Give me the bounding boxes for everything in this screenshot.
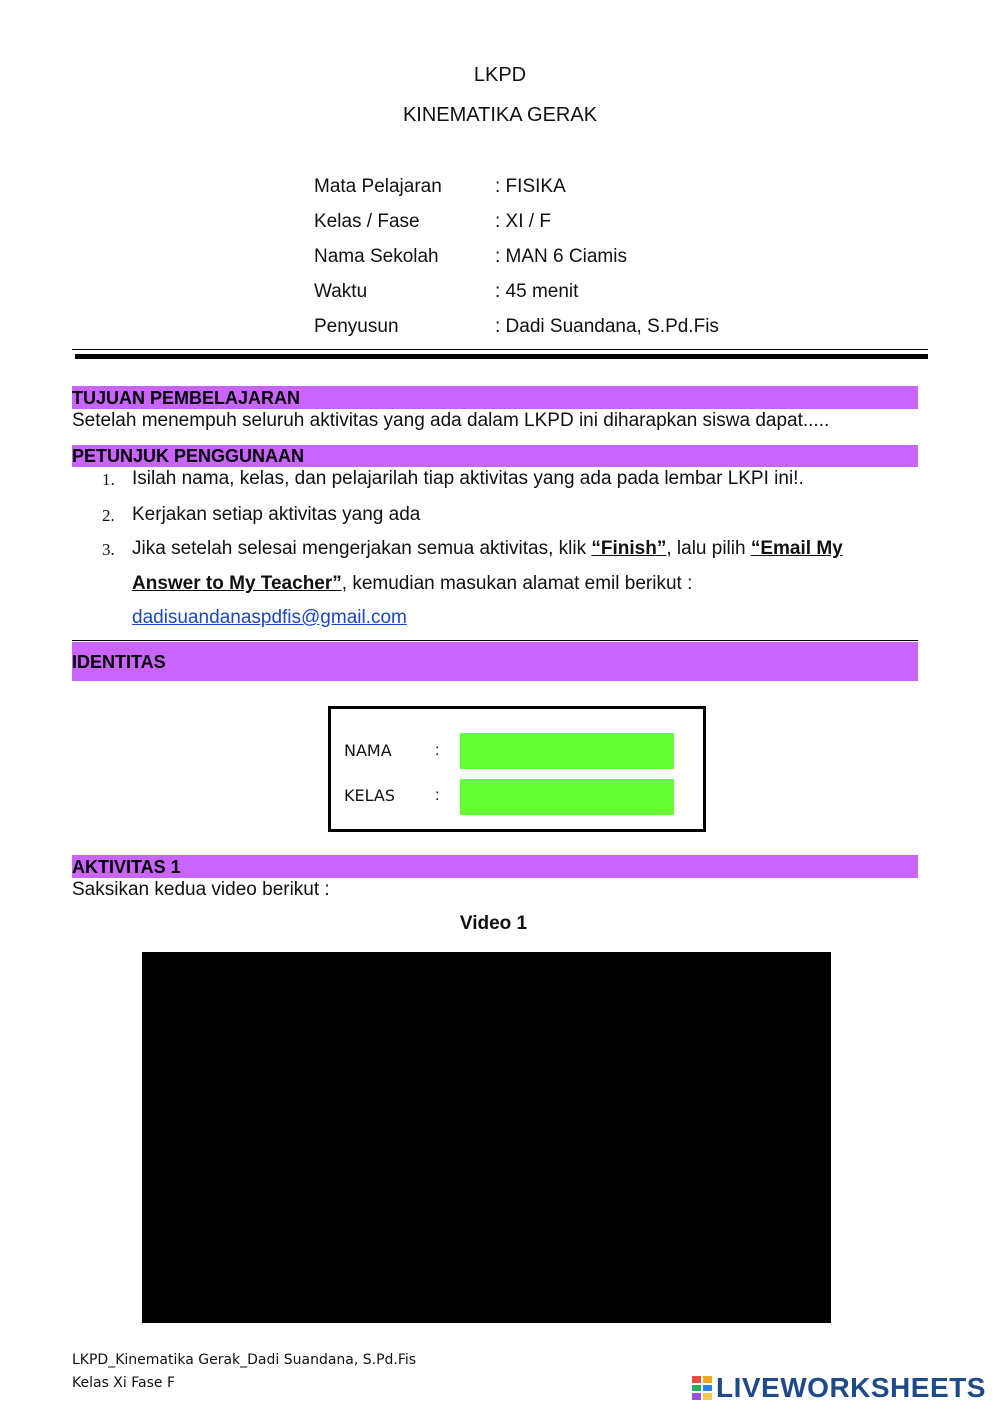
info-value-class: : XI / F [495,211,551,232]
info-value-time: : 45 menit [495,281,579,302]
document-subtitle: KINEMATIKA GERAK [402,104,598,126]
aktivitas-1-text: Saksikan kedua video berikut : [72,879,330,900]
info-label-subject: Mata Pelajaran [314,176,442,197]
instruction-item-3-continued [132,573,692,595]
instruction-text: Jika setelah selesai mengerjakan semua aktivitas, klik [132,538,592,559]
list-number: 2. [102,506,115,525]
list-number: 3. [102,540,115,559]
instruction-item-1: Isilah nama, kelas, dan pelajarilah tiap aktivitas yang ada pada lembar LKPI ini!. [132,468,804,489]
class-label: KELAS [344,786,395,805]
instruction-item-3 [132,538,843,560]
info-value-subject: : FISIKA [495,176,566,197]
document-title: LKPD [473,64,527,86]
header-divider-thin [72,349,928,350]
instruction-text: , kemudian masukan alamat emil berikut : [341,573,693,594]
section-heading-aktivitas-1: AKTIVITAS 1 [72,855,918,878]
header-divider-thick [75,354,928,359]
section-heading-petunjuk: PETUNJUK PENGGUNAAN [72,445,918,467]
identity-box [328,706,706,832]
liveworksheets-logo [692,1372,986,1404]
video-title: Video 1 [459,913,528,934]
brand-name: LIVEWORKSHEETS [716,1372,986,1403]
info-value-school: : MAN 6 Ciamis [495,246,627,267]
info-label-school: Nama Sekolah [314,246,439,267]
instruction-text: , lalu pilih [666,538,751,559]
footer-line-2: Kelas Xi Fase F [72,1375,175,1391]
info-label-class: Kelas / Fase [314,211,420,232]
email-my-keyword: “Email My [750,538,843,559]
info-value-author: : Dadi Suandana, S.Pd.Fis [495,316,719,337]
class-colon: : [435,787,440,804]
name-colon: : [435,742,440,759]
instruction-item-2: Kerjakan setiap aktivitas yang ada [132,504,421,525]
class-input[interactable] [460,779,674,815]
name-label: NAMA [344,741,392,760]
email-link-row [132,607,407,629]
section-divider [72,640,918,641]
video-player[interactable] [142,952,831,1323]
info-label-author: Penyusun [314,316,399,337]
tujuan-text: Setelah menempuh seluruh aktivitas yang ada dalam LKPD ini diharapkan siswa dapat..... [72,410,830,431]
section-heading-identitas: IDENTITAS [72,642,918,681]
finish-keyword: “Finish” [591,538,667,559]
teacher-email-link[interactable]: dadisuandanaspdfis@gmail.com [132,607,407,628]
info-label-time: Waktu [314,281,368,302]
liveworksheets-icon [692,1376,712,1400]
section-heading-tujuan: TUJUAN PEMBELAJARAN [72,386,918,409]
answer-keyword: Answer to My Teacher” [132,573,342,594]
list-number: 1. [102,470,115,489]
footer-line-1: LKPD_Kinematika Gerak_Dadi Suandana, S.Pd.Fis [72,1352,417,1368]
name-input[interactable] [460,733,674,769]
